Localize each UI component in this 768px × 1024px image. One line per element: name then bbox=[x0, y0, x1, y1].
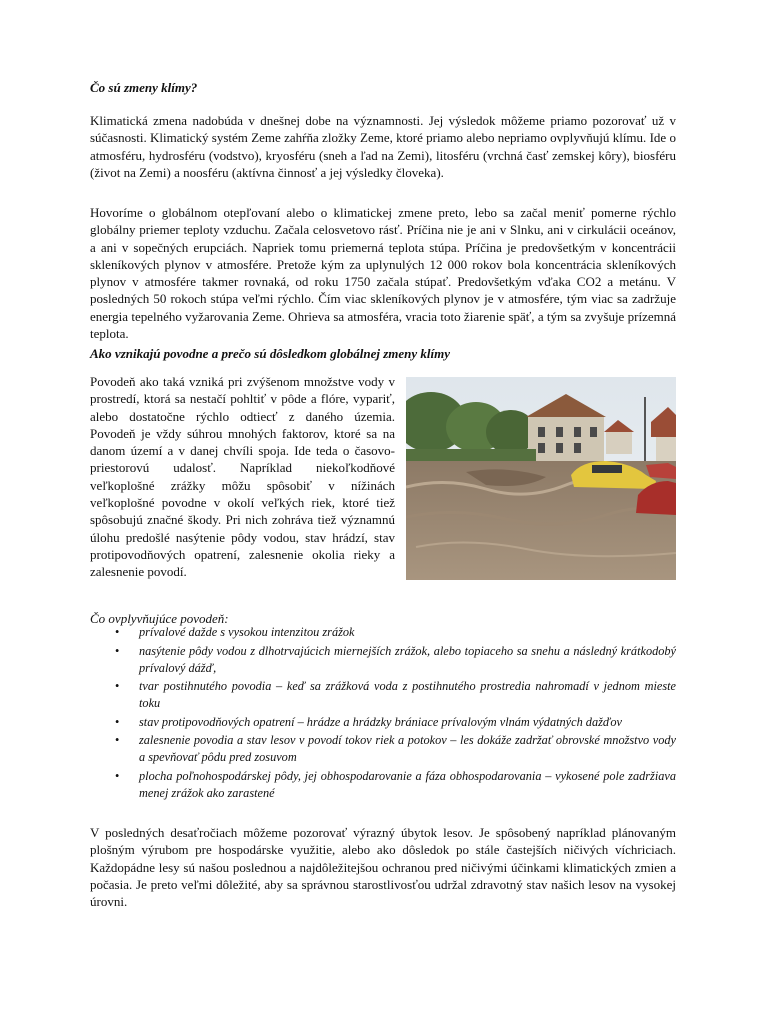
bullet-icon: • bbox=[115, 643, 120, 658]
bullet-icon: • bbox=[115, 733, 120, 747]
bullet-icon: • bbox=[115, 679, 120, 693]
list-item: • zalesnenie povodia a stav lesov v povodí tokov riek a potokov – les dokáže zadržať obrovské množstvo vody a spevňovať pôdu pred zosuvom bbox=[115, 733, 676, 764]
heading-floods: Ako vznikajú povodne a prečo sú dôsledkom globálnej zmeny klímy bbox=[90, 346, 451, 361]
paragraph-intro: Klimatická zmena nadobúda v dnešnej dobe na významnosti. Jej výsledok môžeme priamo pozorovať už v súčasnosti. Klimatický systém Zeme zahŕňa zložky Zeme, ktoré priamo alebo nepriamo ovplyvňujú klímu. Ide o atmosféru, hydrosféru (vodstvo), kryosféru (sneh a ľad na Zemi), litosféru (vrchná časť zemskej kôry), biosféru (život na Zemi) a noosféru (aktívna činnosť a jej výsledky človeka). bbox=[90, 113, 676, 180]
heading-climate-change: Čo sú zmeny klímy? bbox=[90, 80, 198, 95]
list-item: • plocha poľnohospodárskej pôdy, jej obhospodarovanie a fáza obhospodarovania – vykosené pole zadržiava menej zrážok ako zarastené bbox=[115, 768, 676, 800]
causes-list bbox=[90, 624, 676, 803]
bullet-icon: • bbox=[115, 625, 120, 639]
bullet-icon: • bbox=[115, 768, 120, 783]
flood-photo bbox=[406, 377, 676, 580]
list-item: • tvar postihnutého povodia – keď sa zrážková voda z postihnutého prostredia nahromadí v jednom mieste toku bbox=[115, 679, 676, 710]
document-page bbox=[90, 80, 676, 910]
list-item: • nasýtenie pôdy vodou z dlhotrvajúcich miernejších zrážok, alebo topiaceho sa snehu a následný krátkodobý prívalový dážď, bbox=[115, 643, 676, 675]
causes-title: Čo ovplyvňujúce povodeň: bbox=[90, 611, 229, 626]
bullet-icon: • bbox=[115, 714, 120, 729]
paragraph-forests: V posledných desaťročiach môžeme pozorovať výrazný úbytok lesov. Je spôsobený napríklad plánovaným plošným výrubom pre hospodárske využitie, alebo ako dôsledok po stále častejších ničivých víchriciach. Každopádne lesy sú našou poslednou a najdôležitejšou ochranou pred ničivými účinkami klimatických zmien a počasia. Je preto veľmi dôležité, aby sa správnou starostlivosťou udržal zdravotný stav našich lesov na vysokej úrovni. bbox=[90, 825, 676, 910]
paragraph-global-warming: Hovoríme o globálnom otepľovaní alebo o klimatickej zmene preto, lebo sa začal meniť pomerne rýchlo globálny priemer teploty vzduchu. Začala celosvetovo rásť. Príčina nie je ani v Slnku, ani v cirkulácii oceánov, a ani v sopečných erupciách. Napriek tomu priemerná teplota stúpa. Príčina je predovšetkým v koncentrácii skleníkových plynov v atmosfére. Pretože kým za uplynulých 12 000 rokov bola koncentrácia skleníkových plynov v atmosfére takmer rovnaká, od roku 1750 začala stúpať. Predovšetkým vďaka CO2 a metánu. V posledných 50 rokoch stúpa veľmi rýchlo. Čím viac skleníkových plynov je v atmosfére, tým viac sa zadržuje energia tepelného vyžarovania Zeme. Ohrieva sa atmosféra, vracia toto žiarenie späť, a tým sa zvyšuje prízemná teplota. bbox=[90, 205, 676, 342]
paragraph-floods: Povodeň ako taká vzniká pri zvýšenom množstve vody v prostredí, ktorá sa nestačí pohltiť v pôde a flóre, vypariť, alebo dostatočne rýchlo odtiecť z daného územia. Povodeň je vždy súhrou mnohých faktorov, ktoré sa na danom území a v danej chvíli spoja. Ide teda o časovo-priestorovú udalosť. Napríklad niekoľkodňové veľkoplošné zrážky môžu spôsobiť v nížinách veľkoplošné povodne v okolí veľkých riek, ktoré tiež spôsobujú značné škody. Pri nich zohráva tiež významnú úlohu predošlé nasýtenie pôdy vodou, stav hrádzí, stav protipovodňových opatrení, zalesnenie okolia rieky a zalesnenie povodí. bbox=[90, 374, 395, 580]
list-item: • stav protipovodňových opatrení – hrádze a hrádzky brániace prívalovým vlnám výdatných dažďov bbox=[115, 714, 622, 729]
list-item: • prívalové dažde s vysokou intenzitou zrážok bbox=[115, 625, 355, 639]
